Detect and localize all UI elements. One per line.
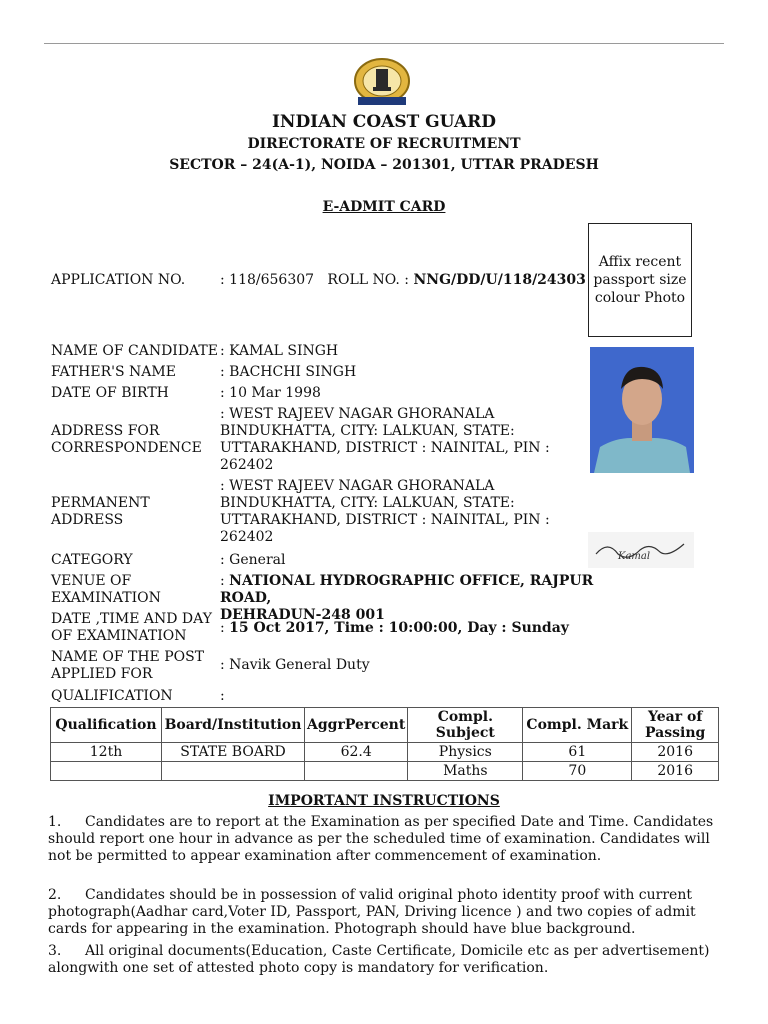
table-header: Compl. Mark — [523, 708, 632, 743]
table-cell — [162, 762, 305, 781]
qualification-table — [50, 707, 719, 781]
corr-address-line: 262402 — [220, 457, 274, 473]
instruction-number: 1. — [48, 814, 62, 830]
exam-date-label: OF EXAMINATION — [51, 628, 187, 644]
coast-guard-emblem — [350, 56, 414, 108]
venue-prefix: : — [220, 573, 225, 589]
application-label: APPLICATION NO. — [51, 272, 186, 288]
name-label: NAME OF CANDIDATE — [51, 343, 218, 359]
instruction-text: All original documents(Education, Caste Certificate, Domicile etc as per advertisement) alongwith one set of attested photo copy is mandatory for verification. — [48, 943, 710, 976]
perm-address-line: 262402 — [220, 529, 274, 545]
perm-address-line: UTTARAKHAND, DISTRICT : NAINITAL, PIN : — [220, 512, 550, 528]
qualification-label: QUALIFICATION — [51, 688, 173, 704]
venue-line: NATIONAL HYDROGRAPHIC OFFICE, RAJPUR ROAD, — [220, 573, 594, 606]
directorate-title: DIRECTORATE OF RECRUITMENT — [247, 136, 521, 152]
org-address: SECTOR – 24(A-1), NOIDA – 201301, UTTAR PRADESH — [169, 157, 599, 173]
table-header: Qualification — [51, 708, 162, 743]
corr-address-line: : WEST RAJEEV NAGAR GHORANALA — [220, 406, 495, 422]
venue-label: VENUE OF — [51, 573, 132, 589]
exam-date-value: 15 Oct 2017, Time : 10:00:00, Day : Sunday — [229, 620, 569, 636]
corr-label: ADDRESS FOR — [51, 423, 160, 439]
post-label: NAME OF THE POST — [51, 649, 205, 665]
instruction-text: Candidates are to report at the Examination as per specified Date and Time. Candidates should report one hour in advance as per the scheduled time of examination. Candidates will not be permitted to appear examination after commencement of examination. — [48, 814, 714, 864]
table-cell: 62.4 — [305, 743, 408, 762]
father-value: : BACHCHI SINGH — [220, 364, 357, 380]
post-label: APPLIED FOR — [51, 666, 153, 682]
venue-label: EXAMINATION — [51, 590, 161, 606]
table-cell: STATE BOARD — [162, 743, 305, 762]
instruction-item — [48, 814, 728, 865]
table-cell: 2016 — [632, 762, 719, 781]
instructions-title: IMPORTANT INSTRUCTIONS — [268, 793, 500, 809]
table-row — [51, 762, 719, 781]
category-label: CATEGORY — [51, 552, 133, 568]
venue-line: DEHRADUN-248 001 — [220, 607, 385, 623]
post-value: : Navik General Duty — [220, 657, 370, 673]
dob-value: : 10 Mar 1998 — [220, 385, 321, 401]
name-value: : KAMAL SINGH — [220, 343, 339, 359]
table-header: Year of Passing — [632, 708, 719, 743]
table-cell: Maths — [408, 762, 523, 781]
exam-date-label: DATE ,TIME AND DAY — [51, 611, 212, 627]
dob-label: DATE OF BIRTH — [51, 385, 169, 401]
father-label: FATHER'S NAME — [51, 364, 176, 380]
table-cell — [51, 762, 162, 781]
category-value: : General — [220, 552, 286, 568]
document-title: E-ADMIT CARD — [322, 199, 446, 215]
application-value: : 118/656307 — [220, 272, 315, 288]
perm-label: ADDRESS — [51, 512, 124, 528]
table-cell: 70 — [523, 762, 632, 781]
roll-label: ROLL NO. : — [327, 272, 410, 288]
qualification-value: : — [220, 688, 225, 704]
instruction-item — [48, 887, 728, 938]
table-row — [51, 743, 719, 762]
table-cell: 61 — [523, 743, 632, 762]
org-title: INDIAN COAST GUARD — [271, 112, 497, 132]
corr-address-line: BINDUKHATTA, CITY: LALKUAN, STATE: — [220, 423, 515, 439]
photo-box-line: Affix recent — [598, 254, 682, 270]
instruction-text: Candidates should be in possession of valid original photo identity proof with current photograph(Aadhar card,Voter ID, Passport, PAN, Driving licence ) and two copies of admit cards for appearing in the examination. Photograph should have blue background. — [48, 887, 696, 937]
instruction-number: 3. — [48, 943, 62, 959]
table-cell — [305, 762, 408, 781]
signature-text: Kamal — [618, 551, 651, 562]
exam-date-prefix: : — [220, 620, 225, 636]
perm-address-line: BINDUKHATTA, CITY: LALKUAN, STATE: — [220, 495, 515, 511]
table-cell: Physics — [408, 743, 523, 762]
roll-value: NNG/DD/U/118/24303 — [413, 272, 586, 288]
table-header-row — [51, 708, 719, 743]
table-header: Board/Institution — [162, 708, 305, 743]
instruction-item — [48, 943, 728, 977]
table-header: AggrPercent — [305, 708, 408, 743]
perm-label: PERMANENT — [51, 495, 150, 511]
table-cell: 2016 — [632, 743, 719, 762]
corr-address-line: UTTARAKHAND, DISTRICT : NAINITAL, PIN : — [220, 440, 550, 456]
corr-label: CORRESPONDENCE — [51, 440, 202, 456]
table-cell: 12th — [51, 743, 162, 762]
photo-box-line: passport size — [593, 272, 687, 288]
table-header: Compl. Subject — [408, 708, 523, 743]
perm-address-line: : WEST RAJEEV NAGAR GHORANALA — [220, 478, 495, 494]
top-divider — [44, 43, 724, 44]
instruction-number: 2. — [48, 887, 62, 903]
photo-box-line: colour Photo — [594, 290, 686, 306]
